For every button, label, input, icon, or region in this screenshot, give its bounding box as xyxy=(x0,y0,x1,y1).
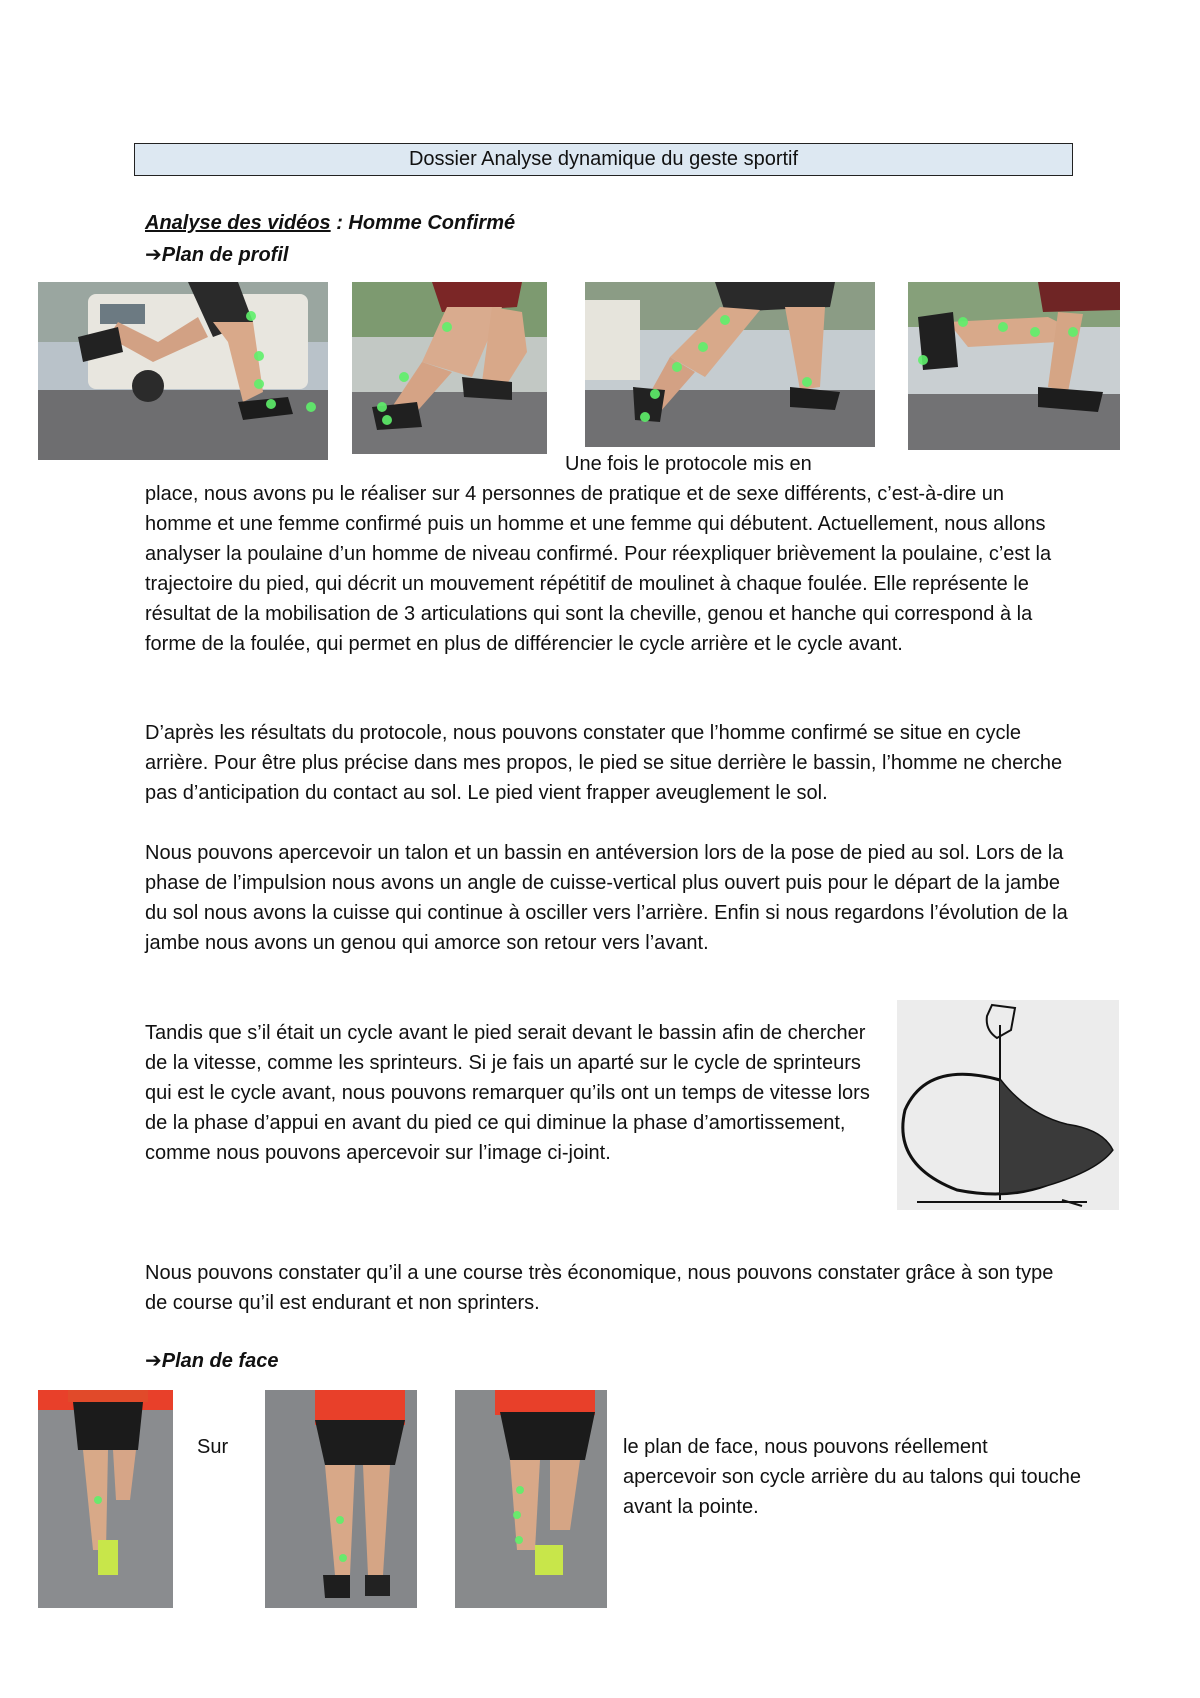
face-text-b: le plan de face, nous pouvons réellement apercevoir son cycle arrière du au talons qui touche avant la pointe. xyxy=(623,1436,1082,1518)
paragraph-cycle-avant: Tandis que s’il était un cycle avant le pied serait devant le bassin afin de chercher de la vitesse, comme les sprinteurs. Si je fais un aparté sur le cycle de sprinteurs qui est le cycle avant, nous pouvons remarquer qu’ils ont un temps de vitesse lors de la phase d’appui en avant du pied ce qui diminue la phase d’amortissement, comme nous pouvons apercevoir sur l’image ci-joint. xyxy=(145,1022,870,1164)
paragraph-results: D’après les résultats du protocole, nous pouvons constater que l’homme confirmé se situe en cycle arrière. Pour être plus précise dans mes propos, le pied se situe derrière le bassin, l’homme ne cherche pas d’anticipation du contact au sol. Le pied vient frapper aveuglement le sol. xyxy=(145,722,1063,804)
profile-heading xyxy=(145,242,288,267)
arrow-icon: ➔ xyxy=(145,1350,162,1372)
paragraph-observations: Nous pouvons apercevoir un talon et un bassin en antéversion lors de la pose de pied au sol. Lors de la phase de l’impulsion nous avons un angle de cuisse-vertical plus ouvert puis pour le départ de la jambe du sol nous avons la cuisse qui continue à osciller vers l’arrière. Enfin si nous regardons l’évolution de la jambe nous avons un genou qui amorce son retour vers l’avant. xyxy=(145,842,1068,954)
face-text-a: Sur xyxy=(197,1436,229,1458)
document-title-text: Dossier Analyse dynamique du geste sportif xyxy=(408,148,799,170)
paragraph-intro: place, nous avons pu le réaliser sur 4 personnes de pratique et de sexe différents, c’est-à-dire un homme et une femme confirmé puis un homme et une femme qui débutent. Actuellement, nous allons analyser la poulaine d’un homme de niveau confirmé. Pour réexpliquer brièvement la poulaine, c’est la trajectoire du pied, qui décrit un mouvement répétitif de moulinet à chaque foulée. Elle représente le résultat de la mobilisation de 3 articulations qui sont la cheville, genou et hanche qui correspond à la forme de la foulée, qui permet en plus de différencier le cycle arrière et le cycle avant. xyxy=(145,483,1052,655)
poulaine-diagram xyxy=(897,1000,1119,1210)
face-heading-text: Plan de face xyxy=(161,1350,279,1372)
paragraph-conclusion: Nous pouvons constater qu’il a une course très économique, nous pouvons constater grâce à son type de course qu’il est endurant et non sprinters. xyxy=(145,1262,1054,1314)
profile-photo-1 xyxy=(38,282,328,460)
face-heading xyxy=(145,1348,278,1373)
section-heading-rest: : Homme Confirmé xyxy=(330,212,516,234)
arrow-icon: ➔ xyxy=(145,244,162,266)
section-heading-underlined: Analyse des vidéos xyxy=(145,212,331,234)
profile-photo-3 xyxy=(585,282,875,447)
document-title xyxy=(134,143,1073,176)
profile-photo-2 xyxy=(352,282,547,454)
face-photo-3 xyxy=(455,1390,607,1608)
face-photo-1 xyxy=(38,1390,173,1608)
profile-photo-4 xyxy=(908,282,1120,450)
section-heading xyxy=(145,212,515,235)
profile-heading-text: Plan de profil xyxy=(161,244,289,266)
profile-intro-line1: Une fois le protocole mis en xyxy=(565,453,812,475)
face-photo-2 xyxy=(265,1390,417,1608)
